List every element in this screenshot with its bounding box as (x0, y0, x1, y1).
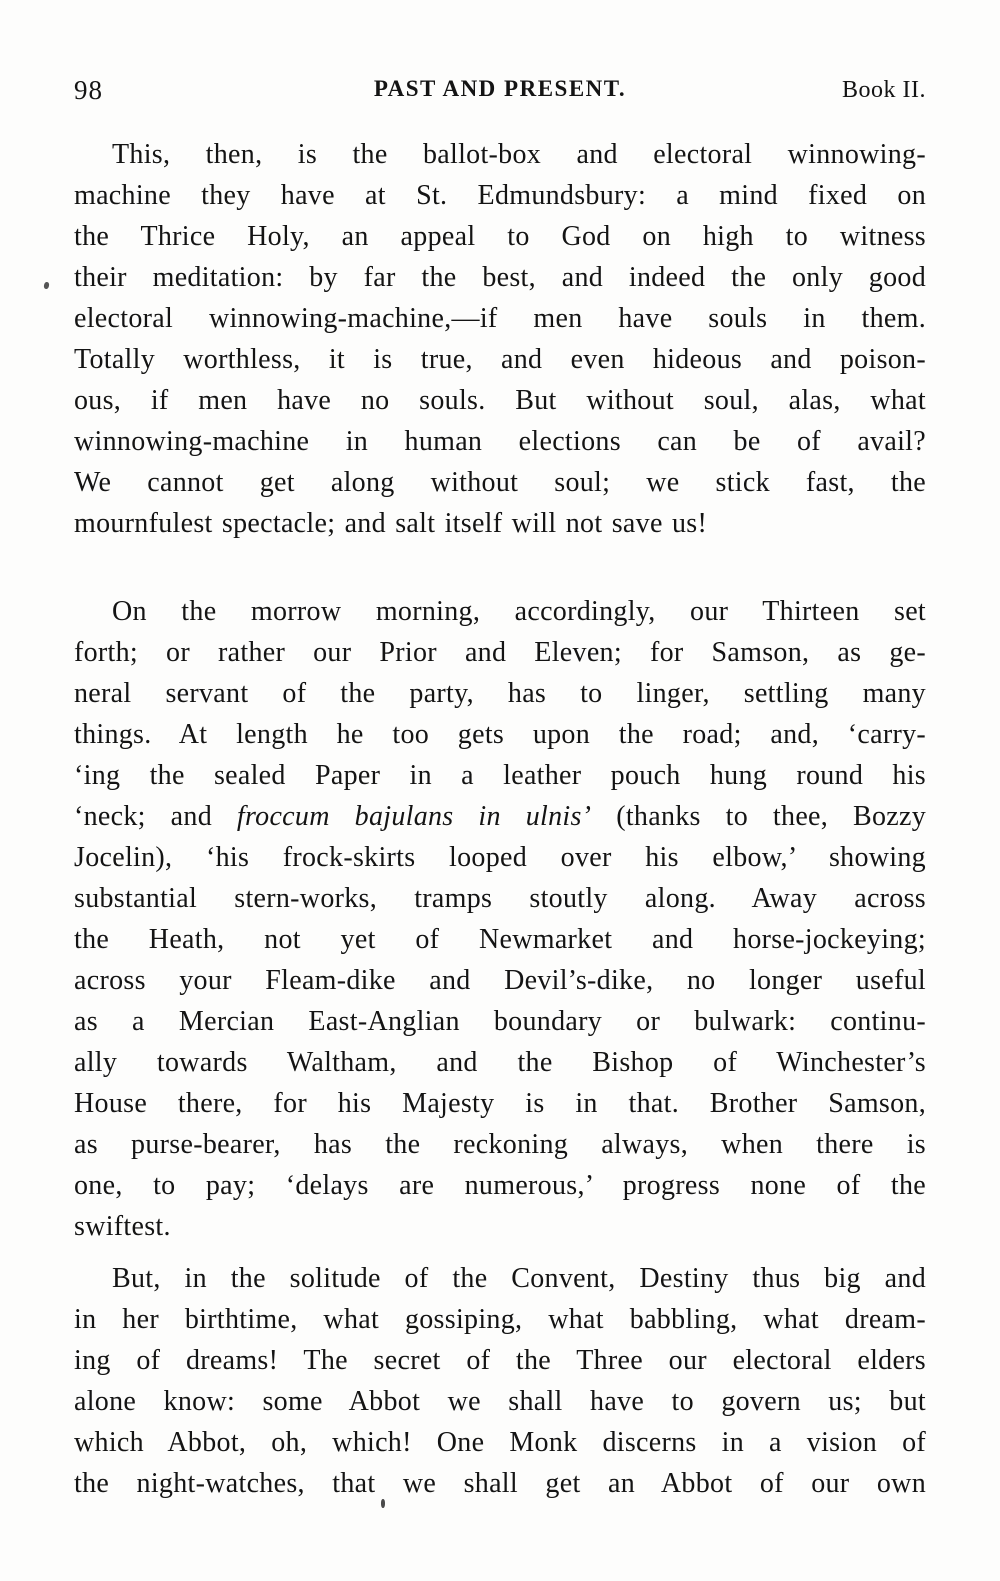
text-segment: the Thrice Holy, an appeal to God on high to witness (74, 221, 926, 252)
text-line (74, 175, 926, 216)
text-segment: machine they have at St. Edmundsbury: a mind fixed on (74, 180, 926, 211)
text-segment: substantial stern-works, tramps stoutly along. Away across (74, 883, 926, 914)
book-label: Book II. (842, 77, 926, 103)
text-segment: House there, for his Majesty is in that. Brother Samson, (74, 1088, 926, 1119)
text-segment: ‘neck; and (74, 801, 237, 832)
text-line (74, 755, 926, 796)
text-segment: things. At length he too gets upon the road; and, ‘carry- (74, 719, 926, 750)
text-segment: one, to pay; ‘delays are numerous,’ progress none of the (74, 1170, 926, 1201)
text-segment: swiftest. (74, 1211, 171, 1242)
text-line (74, 257, 926, 298)
text-line (74, 1165, 926, 1206)
text-line (74, 796, 926, 837)
text-line (74, 1042, 926, 1083)
paragraph (74, 1258, 926, 1504)
text-line (74, 1206, 926, 1247)
text-segment: (thanks to thee, Bozzy (591, 801, 927, 832)
text-line (74, 421, 926, 462)
text-segment: ing of dreams! The secret of the Three our electoral elders (74, 1345, 926, 1376)
text-segment: the Heath, not yet of Newmarket and horse-jockeying; (74, 924, 926, 955)
text-line (74, 837, 926, 878)
text-segment: ous, if men have no souls. But without soul, alas, what (74, 385, 926, 416)
scan-artifact-speck (381, 1499, 385, 1508)
running-header (74, 74, 926, 108)
text-line (74, 1340, 926, 1381)
text-line (74, 1299, 926, 1340)
text-segment: ‘ing the sealed Paper in a leather pouch hung round his (74, 760, 926, 791)
paragraph (74, 591, 926, 1247)
scan-artifact-speck (43, 282, 49, 290)
text-segment: Jocelin), ‘his frock-skirts looped over his elbow,’ showing (74, 842, 926, 873)
text-line (74, 714, 926, 755)
text-line (74, 960, 926, 1001)
text-segment: as purse-bearer, has the reckoning always, when there is (74, 1129, 926, 1160)
text-segment: We cannot get along without soul; we stick fast, the (74, 467, 926, 498)
text-line (74, 919, 926, 960)
text-segment: as a Mercian East-Anglian boundary or bulwark: continu- (74, 1006, 926, 1037)
text-line (74, 503, 926, 544)
latin-phrase-italic: froccum bajulans in ulnis’ (236, 801, 592, 832)
text-line (74, 216, 926, 257)
text-segment: across your Fleam-dike and Devil’s-dike, no longer useful (74, 965, 926, 996)
text-segment: neral servant of the party, has to linger, settling many (74, 678, 926, 709)
text-line (74, 1001, 926, 1042)
text-line (74, 673, 926, 714)
text-segment: mournfulest spectacle; and salt itself will not save us! (74, 508, 708, 539)
text-line (74, 1124, 926, 1165)
text-line (74, 462, 926, 503)
text-segment: Totally worthless, it is true, and even hideous and poison- (74, 344, 926, 375)
text-line (74, 1381, 926, 1422)
text-segment: winnowing-machine in human elections can be of avail? (74, 426, 926, 457)
text-segment: On the morrow morning, accordingly, our Thirteen set (112, 596, 926, 627)
text-line (74, 134, 926, 175)
text-line (74, 1083, 926, 1124)
text-segment: forth; or rather our Prior and Eleven; for Samson, as ge- (74, 637, 926, 668)
text-line (74, 878, 926, 919)
text-segment: electoral winnowing-machine,—if men have souls in them. (74, 303, 926, 334)
text-line (74, 339, 926, 380)
text-segment: in her birthtime, what gossiping, what babbling, what dream- (74, 1304, 926, 1335)
text-line (74, 632, 926, 673)
page-number: 98 (74, 75, 103, 105)
text-block (74, 134, 926, 1504)
text-line (74, 591, 926, 632)
text-segment: the night-watches, that we shall get an Abbot of our own (74, 1468, 926, 1499)
text-line (74, 1422, 926, 1463)
text-line (74, 298, 926, 339)
text-line (74, 1258, 926, 1299)
text-segment: But, in the solitude of the Convent, Destiny thus big and (112, 1263, 926, 1294)
text-line (74, 380, 926, 421)
text-line (74, 1463, 926, 1504)
text-segment: alone know: some Abbot we shall have to govern us; but (74, 1386, 926, 1417)
text-segment: which Abbot, oh, which! One Monk discerns in a vision of (74, 1427, 926, 1458)
text-segment: their meditation: by far the best, and indeed the only good (74, 262, 926, 293)
text-segment: ally towards Waltham, and the Bishop of Winchester’s (74, 1047, 926, 1078)
text-segment: This, then, is the ballot-box and electoral winnowing- (112, 139, 926, 170)
paragraph (74, 134, 926, 544)
running-title: PAST AND PRESENT. (373, 76, 627, 101)
